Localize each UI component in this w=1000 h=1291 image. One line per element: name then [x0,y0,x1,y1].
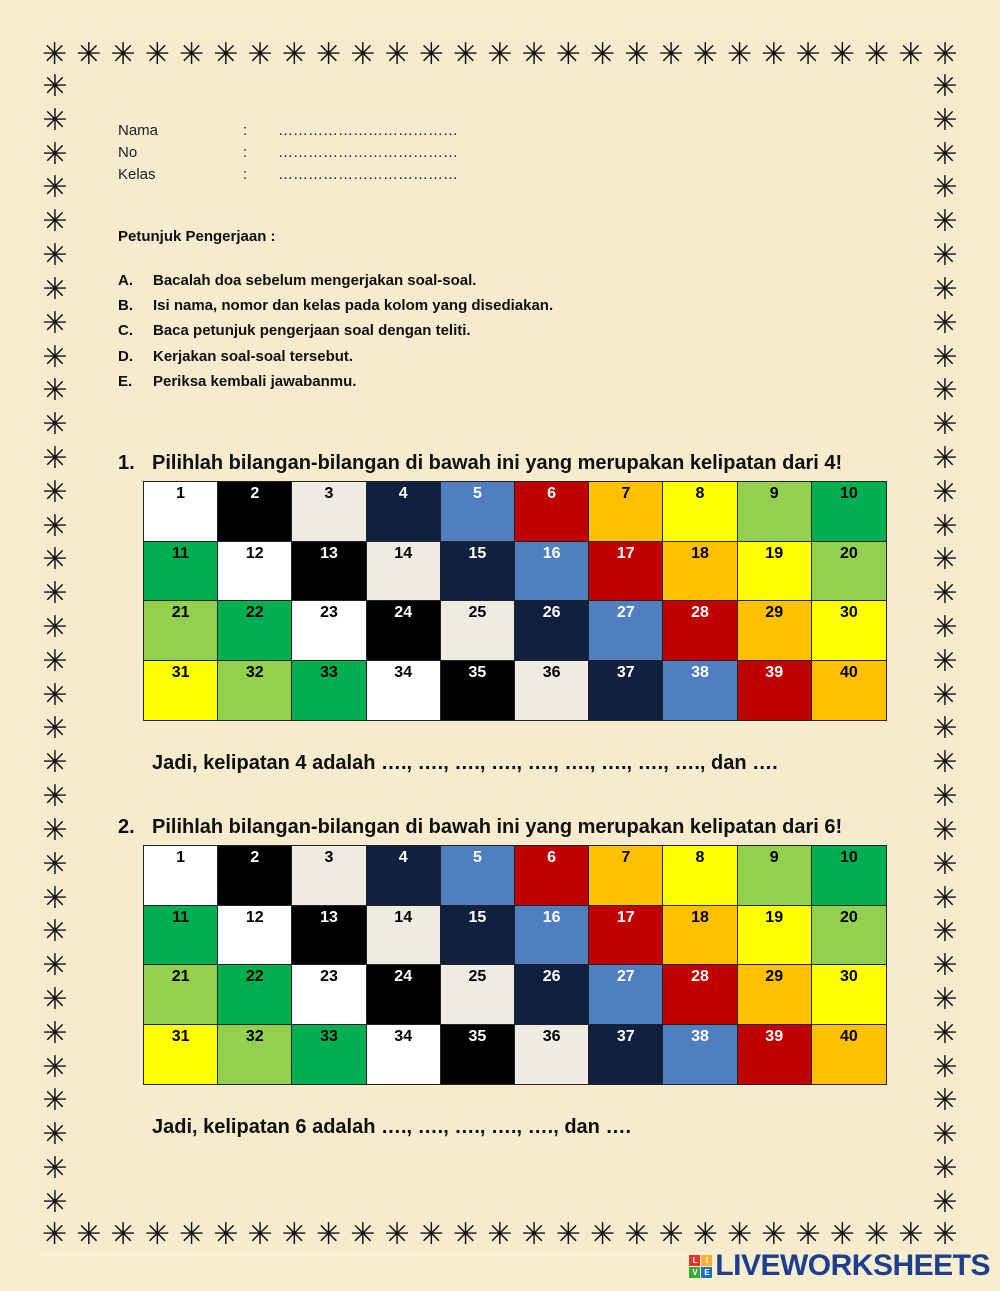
border-star-icon: ✳ [281,1217,307,1252]
border-star-icon: ✳ [864,1217,890,1252]
grid-cell-13[interactable]: 13 [292,542,366,602]
identity-row-class [118,164,458,186]
grid-cell-30[interactable]: 30 [812,965,886,1025]
border-star-icon: ✳ [42,1049,68,1085]
border-star-icon: ✳ [658,1217,684,1252]
grid-cell-24[interactable]: 24 [367,965,441,1025]
border-star-icon: ✳ [42,1184,68,1220]
border-star-icon: ✳ [898,37,924,72]
grid-cell-16[interactable]: 16 [515,906,589,966]
border-star-icon: ✳ [76,37,102,72]
border-star-icon: ✳ [42,846,68,882]
answer-line-1: Jadi, kelipatan 4 adalah …., …., …., …., …., …., …., …., …., dan …. [152,752,778,774]
grid-cell-23[interactable]: 23 [292,965,366,1025]
grid-cell-11[interactable]: 11 [144,906,218,966]
grid-cell-33[interactable]: 33 [292,1025,366,1085]
border-star-icon: ✳ [42,812,68,848]
border-star-icon: ✳ [110,1217,136,1252]
grid-cell-30[interactable]: 30 [812,601,886,661]
border-star-icon: ✳ [727,37,753,72]
border-star-icon: ✳ [658,37,684,72]
grid-cell-11[interactable]: 11 [144,542,218,602]
border-star-icon: ✳ [932,711,958,747]
grid-cell-25[interactable]: 25 [441,601,515,661]
border-star-icon: ✳ [898,1217,924,1252]
border-star-icon: ✳ [932,643,958,679]
border-star-icon: ✳ [42,102,68,138]
grid-cell-16[interactable]: 16 [515,542,589,602]
instruction-text: Kerjakan soal-soal tersebut. [153,347,354,365]
number-label: No [118,144,138,161]
number-grid-question-1 [143,481,887,721]
grid-cell-20[interactable]: 20 [812,906,886,966]
border-star-icon: ✳ [932,373,958,409]
border-star-icon: ✳ [418,1217,444,1252]
grid-cell-1[interactable]: 1 [144,846,218,906]
grid-cell-36[interactable]: 36 [515,661,589,721]
instruction-item [118,268,553,293]
grid-cell-31[interactable]: 31 [144,661,218,721]
question-number: 1. [118,452,135,474]
instruction-letter: A. [118,272,133,290]
border-star-icon: ✳ [795,37,821,72]
watermark-text: LIVEWORKSHEETS [715,1249,990,1282]
grid-cell-22[interactable]: 22 [218,965,292,1025]
border-star-icon: ✳ [932,37,958,72]
border-star-icon: ✳ [42,542,68,578]
grid-cell-21[interactable]: 21 [144,601,218,661]
decorative-border-left [38,69,72,1220]
border-star-icon: ✳ [384,37,410,72]
border-star-icon: ✳ [42,914,68,950]
border-star-icon: ✳ [487,37,513,72]
border-star-icon: ✳ [932,204,958,240]
border-star-icon: ✳ [932,407,958,443]
border-star-icon: ✳ [42,1151,68,1186]
border-star-icon: ✳ [418,37,444,72]
border-star-icon: ✳ [350,37,376,72]
border-star-icon: ✳ [932,271,958,307]
border-star-icon: ✳ [42,1015,68,1051]
border-star-icon: ✳ [110,37,136,72]
colon: : [243,144,248,161]
border-star-icon: ✳ [692,1217,718,1252]
grid-cell-25[interactable]: 25 [441,965,515,1025]
grid-cell-17[interactable]: 17 [589,542,663,602]
identity-row-name [118,120,458,142]
border-star-icon: ✳ [42,373,68,409]
border-star-icon: ✳ [590,37,616,72]
border-star-icon: ✳ [932,1151,958,1186]
border-star-icon: ✳ [42,440,68,476]
border-star-icon: ✳ [42,880,68,916]
grid-cell-28[interactable]: 28 [663,601,737,661]
grid-cell-29[interactable]: 29 [738,965,812,1025]
grid-cell-35[interactable]: 35 [441,1025,515,1085]
border-star-icon: ✳ [932,981,958,1017]
logo-square: L [689,1255,700,1266]
grid-cell-4[interactable]: 4 [367,846,441,906]
grid-cell-20[interactable]: 20 [812,542,886,602]
border-star-icon: ✳ [624,1217,650,1252]
border-star-icon: ✳ [932,1217,958,1252]
border-star-icon: ✳ [144,1217,170,1252]
instruction-text: Isi nama, nomor dan kelas pada kolom yang disediakan. [153,297,554,315]
grid-cell-8[interactable]: 8 [663,482,737,542]
border-star-icon: ✳ [42,576,68,612]
instruction-letter: E. [118,372,133,390]
grid-cell-10[interactable]: 10 [812,846,886,906]
grid-cell-27[interactable]: 27 [589,965,663,1025]
border-star-icon: ✳ [932,576,958,612]
grid-cell-2[interactable]: 2 [218,846,292,906]
border-star-icon: ✳ [829,37,855,72]
grid-cell-12[interactable]: 12 [218,906,292,966]
instruction-item [118,318,553,343]
border-star-icon: ✳ [453,37,479,72]
border-star-icon: ✳ [179,37,205,72]
grid-cell-34[interactable]: 34 [367,661,441,721]
grid-cell-14[interactable]: 14 [367,906,441,966]
number-grid-question-2 [143,845,887,1085]
grid-cell-15[interactable]: 15 [441,542,515,602]
border-star-icon: ✳ [932,508,958,544]
name-label: Nama [118,122,159,139]
border-star-icon: ✳ [829,1217,855,1252]
grid-cell-17[interactable]: 17 [589,906,663,966]
border-star-icon: ✳ [727,1217,753,1252]
grid-cell-14[interactable]: 14 [367,542,441,602]
border-star-icon: ✳ [453,1217,479,1252]
border-star-icon: ✳ [42,610,68,645]
logo-square: E [701,1267,712,1278]
border-star-icon: ✳ [179,1217,205,1252]
border-star-icon: ✳ [932,305,958,341]
border-star-icon: ✳ [932,102,958,138]
border-star-icon: ✳ [932,238,958,274]
grid-cell-6[interactable]: 6 [515,846,589,906]
colon: : [243,122,248,139]
border-star-icon: ✳ [281,37,307,72]
worksheet-page [38,38,962,1252]
grid-cell-33[interactable]: 33 [292,661,366,721]
logo-square: V [689,1267,700,1278]
grid-cell-32[interactable]: 32 [218,1025,292,1085]
border-star-icon: ✳ [42,271,68,307]
question-text: Pilihlah bilangan-bilangan di bawah ini yang merupakan kelipatan dari 4! [152,452,843,474]
border-star-icon: ✳ [795,1217,821,1252]
border-star-icon: ✳ [42,779,68,815]
grid-cell-10[interactable]: 10 [812,482,886,542]
border-star-icon: ✳ [42,170,68,206]
grid-cell-6[interactable]: 6 [515,482,589,542]
grid-cell-36[interactable]: 36 [515,1025,589,1085]
instruction-letter: B. [118,297,133,315]
border-star-icon: ✳ [42,37,68,72]
grid-cell-34[interactable]: 34 [367,1025,441,1085]
border-star-icon: ✳ [42,508,68,544]
question-text: Pilihlah bilangan-bilangan di bawah ini yang merupakan kelipatan dari 6! [152,816,843,838]
number-blank[interactable]: ……………………………… [278,144,458,161]
border-star-icon: ✳ [932,779,958,815]
border-star-icon: ✳ [42,339,68,375]
logo-square: I [701,1255,712,1266]
border-star-icon: ✳ [932,542,958,578]
border-star-icon: ✳ [932,1184,958,1220]
grid-cell-3[interactable]: 3 [292,482,366,542]
border-star-icon: ✳ [932,1117,958,1153]
colon: : [243,166,248,183]
grid-cell-23[interactable]: 23 [292,601,366,661]
border-star-icon: ✳ [932,1015,958,1051]
border-star-icon: ✳ [213,37,239,72]
border-star-icon: ✳ [932,846,958,882]
border-star-icon: ✳ [42,1217,68,1252]
grid-cell-40[interactable]: 40 [812,661,886,721]
border-star-icon: ✳ [487,1217,513,1252]
grid-cell-9[interactable]: 9 [738,482,812,542]
decorative-border-right [928,69,962,1220]
border-star-icon: ✳ [213,1217,239,1252]
question-number: 2. [118,816,135,838]
answer-line-2: Jadi, kelipatan 6 adalah …., …., …., …., …., dan …. [152,1116,632,1138]
border-star-icon: ✳ [932,339,958,375]
decorative-border-bottom [38,1218,962,1252]
border-star-icon: ✳ [932,440,958,476]
border-star-icon: ✳ [932,948,958,984]
identity-row-number [118,142,458,164]
border-star-icon: ✳ [247,37,273,72]
grid-cell-12[interactable]: 12 [218,542,292,602]
border-star-icon: ✳ [42,745,68,781]
instruction-letter: C. [118,322,133,340]
instruction-text: Baca petunjuk pengerjaan soal dengan teliti. [153,322,471,340]
border-star-icon: ✳ [932,1049,958,1085]
border-star-icon: ✳ [761,1217,787,1252]
question-1 [118,452,842,475]
border-star-icon: ✳ [42,1083,68,1119]
border-star-icon: ✳ [144,37,170,72]
border-star-icon: ✳ [42,474,68,510]
instruction-text: Bacalah doa sebelum mengerjakan soal-soal. [153,272,477,290]
grid-cell-1[interactable]: 1 [144,482,218,542]
border-star-icon: ✳ [932,170,958,206]
border-star-icon: ✳ [624,37,650,72]
grid-cell-27[interactable]: 27 [589,601,663,661]
grid-cell-40[interactable]: 40 [812,1025,886,1085]
border-star-icon: ✳ [316,1217,342,1252]
border-star-icon: ✳ [42,407,68,443]
question-2 [118,816,842,839]
grid-cell-26[interactable]: 26 [515,965,589,1025]
grid-cell-15[interactable]: 15 [441,906,515,966]
class-label: Kelas [118,166,156,183]
grid-cell-2[interactable]: 2 [218,482,292,542]
instruction-item [118,344,553,369]
border-star-icon: ✳ [932,914,958,950]
grid-cell-13[interactable]: 13 [292,906,366,966]
grid-cell-5[interactable]: 5 [441,846,515,906]
instruction-item [118,293,553,318]
grid-cell-9[interactable]: 9 [738,846,812,906]
border-star-icon: ✳ [42,711,68,747]
border-star-icon: ✳ [932,136,958,172]
border-star-icon: ✳ [316,37,342,72]
grid-cell-39[interactable]: 39 [738,661,812,721]
instructions-title: Petunjuk Pengerjaan : [118,228,276,245]
grid-cell-31[interactable]: 31 [144,1025,218,1085]
grid-cell-18[interactable]: 18 [663,906,737,966]
grid-cell-28[interactable]: 28 [663,965,737,1025]
instruction-letter: D. [118,347,133,365]
grid-cell-18[interactable]: 18 [663,542,737,602]
grid-cell-4[interactable]: 4 [367,482,441,542]
border-star-icon: ✳ [42,643,68,679]
border-star-icon: ✳ [350,1217,376,1252]
grid-cell-22[interactable]: 22 [218,601,292,661]
border-star-icon: ✳ [692,37,718,72]
identity-fields [118,120,458,186]
liveworksheets-logo-icon [689,1255,712,1278]
border-star-icon: ✳ [932,812,958,848]
border-star-icon: ✳ [932,880,958,916]
grid-cell-35[interactable]: 35 [441,661,515,721]
grid-cell-19[interactable]: 19 [738,906,812,966]
grid-cell-21[interactable]: 21 [144,965,218,1025]
grid-cell-5[interactable]: 5 [441,482,515,542]
grid-cell-29[interactable]: 29 [738,601,812,661]
border-star-icon: ✳ [42,1117,68,1153]
name-blank[interactable]: ……………………………… [278,122,458,139]
instruction-text: Periksa kembali jawabanmu. [153,372,357,390]
border-star-icon: ✳ [42,136,68,172]
grid-cell-7[interactable]: 7 [589,846,663,906]
border-star-icon: ✳ [42,238,68,274]
border-star-icon: ✳ [864,37,890,72]
border-star-icon: ✳ [555,1217,581,1252]
border-star-icon: ✳ [932,745,958,781]
grid-cell-7[interactable]: 7 [589,482,663,542]
border-star-icon: ✳ [42,69,68,104]
border-star-icon: ✳ [761,37,787,72]
grid-cell-37[interactable]: 37 [589,661,663,721]
border-star-icon: ✳ [247,1217,273,1252]
border-star-icon: ✳ [42,204,68,240]
grid-cell-26[interactable]: 26 [515,601,589,661]
border-star-icon: ✳ [932,69,958,104]
border-star-icon: ✳ [932,1083,958,1119]
border-star-icon: ✳ [932,474,958,510]
grid-cell-32[interactable]: 32 [218,661,292,721]
grid-cell-19[interactable]: 19 [738,542,812,602]
grid-cell-39[interactable]: 39 [738,1025,812,1085]
border-star-icon: ✳ [42,677,68,713]
border-star-icon: ✳ [42,981,68,1017]
border-star-icon: ✳ [555,37,581,72]
grid-cell-24[interactable]: 24 [367,601,441,661]
border-star-icon: ✳ [384,1217,410,1252]
grid-cell-37[interactable]: 37 [589,1025,663,1085]
border-star-icon: ✳ [521,37,547,72]
border-star-icon: ✳ [932,677,958,713]
border-star-icon: ✳ [42,948,68,984]
instructions-list [118,268,553,394]
border-star-icon: ✳ [521,1217,547,1252]
border-star-icon: ✳ [590,1217,616,1252]
border-star-icon: ✳ [932,610,958,645]
liveworksheets-watermark [689,1249,990,1283]
decorative-border-top [38,38,962,72]
grid-cell-38[interactable]: 38 [663,661,737,721]
instruction-item [118,369,553,394]
grid-cell-8[interactable]: 8 [663,846,737,906]
grid-cell-3[interactable]: 3 [292,846,366,906]
class-blank[interactable]: ……………………………… [278,166,458,183]
grid-cell-38[interactable]: 38 [663,1025,737,1085]
border-star-icon: ✳ [42,305,68,341]
border-star-icon: ✳ [76,1217,102,1252]
